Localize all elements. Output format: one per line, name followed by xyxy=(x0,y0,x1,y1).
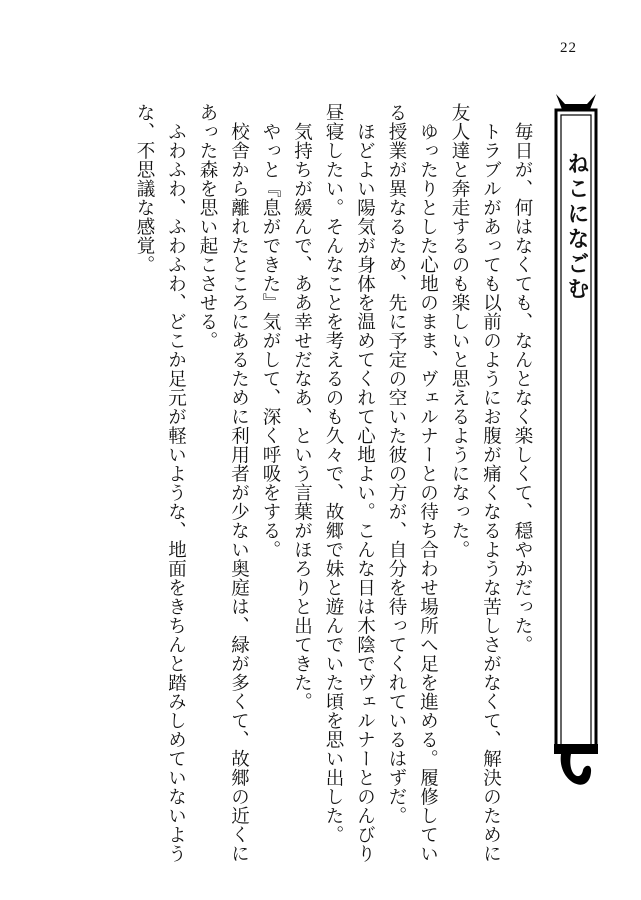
page-number: 22 xyxy=(560,40,577,56)
text-line: 気持ちが緩んで、ああ幸せだなあ、という言葉がほろりと出てきた。 xyxy=(291,121,313,711)
text-line: あった森を思い起こさせる。 xyxy=(197,103,218,350)
text-line: 校舎から離れたところにあるために利用者が少ない奥庭は、緑が多くて、故郷の近くに xyxy=(228,121,250,863)
text-line: ふわふわ、ふわふわ、どこか足元が軽いような、地面をきちんと踏みしめていないよう xyxy=(165,121,187,863)
text-line: ゆったりとした心地のまま、ヴェルナーとの待ち合わせ場所へ足を進める。履修してい xyxy=(417,121,439,863)
text-line: トラブルがあっても以前のようにお腹が痛くなるような苦しさがなくて、解決のために xyxy=(480,121,502,863)
text-line: る授業が異なるため、先に予定の空いた彼の方が、自分を待ってくれているはずだ。 xyxy=(386,103,407,825)
text-line: 昼寝したい。そんなことを考えるのも久々で、故郷で妹と遊んでいた頃を思い出した。 xyxy=(323,103,344,844)
chapter-banner xyxy=(553,92,599,812)
text-line: 毎日が、何はなくても、なんとなく楽しくて、穏やかだった。 xyxy=(512,121,533,654)
chapter-title: ねこになごむ xyxy=(564,152,589,302)
text-line: 友人達と奔走するのも楽しいと思えるようになった。 xyxy=(449,103,470,559)
text-line: やっと『息ができた』気がして、深く呼吸をする。 xyxy=(260,121,281,559)
body-text xyxy=(129,103,539,863)
text-line: な、不思議な感覚。 xyxy=(134,103,155,274)
text-line: ほどよい陽気が身体を温めてくれて心地よい。こんな日は木陰でヴェルナーとのんびり xyxy=(354,121,376,863)
